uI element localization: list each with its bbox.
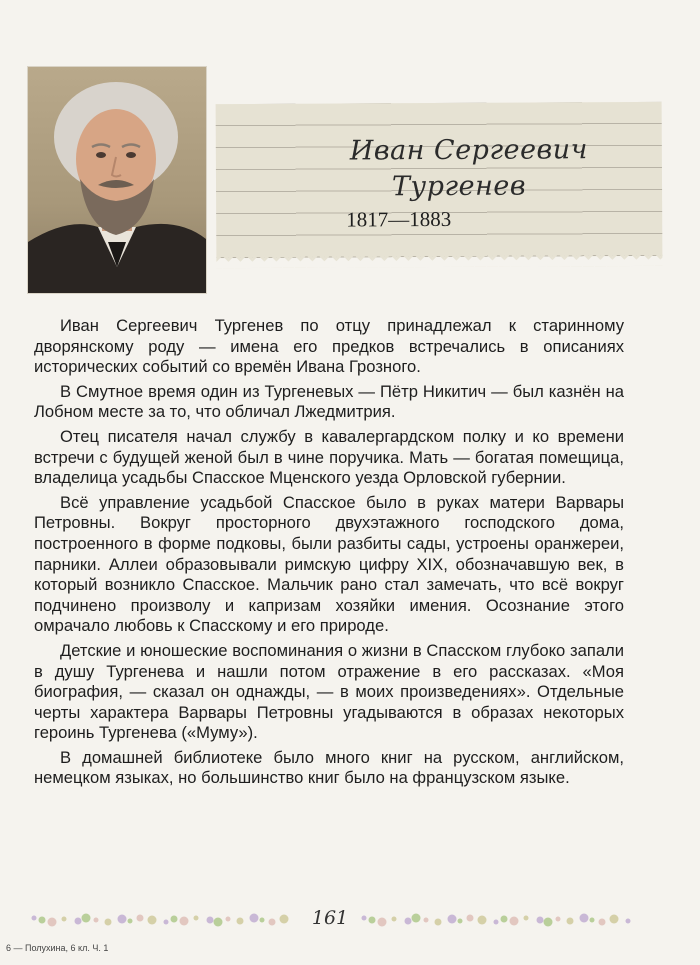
decorative-dot	[424, 918, 429, 923]
decorative-dot	[448, 915, 457, 924]
decorative-dot	[82, 914, 91, 923]
decorative-dot	[128, 919, 133, 924]
decorative-dots-left	[30, 910, 290, 930]
decorative-dot	[105, 919, 112, 926]
decorative-dot	[501, 916, 508, 923]
decorative-dot	[362, 916, 367, 921]
decorative-dot	[194, 916, 199, 921]
decorative-dot	[94, 918, 99, 923]
author-surname: Тургенев	[391, 170, 527, 203]
decorative-dot	[48, 918, 57, 927]
article-text	[34, 316, 624, 793]
decorative-dot	[590, 918, 595, 923]
decorative-dot	[226, 917, 231, 922]
decorative-dot	[180, 917, 189, 926]
decorative-dot	[392, 917, 397, 922]
author-years: 1817—1883	[346, 206, 452, 232]
decorative-dots-right	[360, 910, 640, 930]
decorative-dot	[537, 917, 544, 924]
decorative-dot	[207, 917, 214, 924]
decorative-dot	[412, 914, 421, 923]
decorative-dot	[494, 920, 499, 925]
decorative-dot	[458, 919, 463, 924]
paragraph: Детские и юношеские воспоминания о жизни в Спасском глубоко запали в душу Тургенева и нашли потом отражение в его рассказах. «Моя биография, — сказал он однажды, — в моих произведениях». Отдельные черты характера Варвары Петровны угадываются в образах некоторых героинь Тургенева («Муму»).	[34, 640, 624, 743]
decorative-dot	[148, 916, 157, 925]
decorative-dot	[137, 915, 144, 922]
decorative-dot	[280, 915, 289, 924]
paragraph: В Смутное время один из Тургеневых — Пётр Никитич — был казнён на Лобном месте за то, что обличал Лжедмитрия.	[34, 381, 624, 422]
decorative-dot	[260, 918, 265, 923]
paragraph: В домашней библиотеке было много книг на русском, английском, немецком языках, но большинство книг было на французском языке.	[34, 747, 624, 788]
decorative-dot	[378, 918, 387, 927]
paragraph: Всё управление усадьбой Спасское было в руках матери Варвары Петровны. Вокруг просторного двухэтажного господского дома, построенного в форме подковы, были разбиты сады, устроены оранжереи, парники. Аллеи образовывали римскую цифру XIX, обозначавшую век, в который возникло Спасское. Мальчик рано стал замечать, что всё вокруг подчинено произволу и капризам хозяйки имения. Осознание этого омрачало любовь к Спасскому и его природе.	[34, 492, 624, 636]
portrait-image	[28, 67, 206, 293]
decorative-dot	[524, 916, 529, 921]
page-number: 161	[311, 907, 349, 929]
decorative-dot	[171, 916, 178, 923]
decorative-dot	[164, 920, 169, 925]
decorative-dot	[405, 918, 412, 925]
paragraph: Иван Сергеевич Тургенев по отцу принадлежал к старинному дворянскому роду — имена его предков встречались в описаниях исторических событий со времён Ивана Грозного.	[34, 316, 624, 377]
decorative-dot	[556, 917, 561, 922]
decorative-dot	[467, 915, 474, 922]
decorative-dot	[626, 919, 631, 924]
footnote: 6 — Полухина, 6 кл. Ч. 1	[6, 943, 109, 953]
decorative-dot	[435, 919, 442, 926]
name-card	[216, 102, 663, 258]
decorative-dot	[250, 914, 259, 923]
decorative-dot	[32, 916, 37, 921]
decorative-dot	[237, 918, 244, 925]
decorative-dot	[39, 917, 46, 924]
decorative-dot	[544, 918, 553, 927]
decorative-dot	[599, 919, 606, 926]
decorative-dot	[567, 918, 574, 925]
author-portrait	[28, 67, 206, 293]
decorative-dot	[478, 916, 487, 925]
decorative-dot	[62, 917, 67, 922]
decorative-dot	[610, 915, 619, 924]
decorative-dot	[269, 919, 276, 926]
decorative-dot	[214, 918, 223, 927]
decorative-dot	[510, 917, 519, 926]
paragraph: Отец писателя начал службу в кавалергардском полку и ко времени встречи с будущей женой был в чине поручика. Мать — богатая помещица, владелица усадьбы Спасское Мценского уезда Орловской губернии.	[34, 426, 624, 488]
decorative-dot	[75, 918, 82, 925]
decorative-dot	[580, 914, 589, 923]
decorative-dot	[369, 917, 376, 924]
decorative-dot	[118, 915, 127, 924]
author-first-name: Иван Сергеевич	[349, 134, 589, 167]
